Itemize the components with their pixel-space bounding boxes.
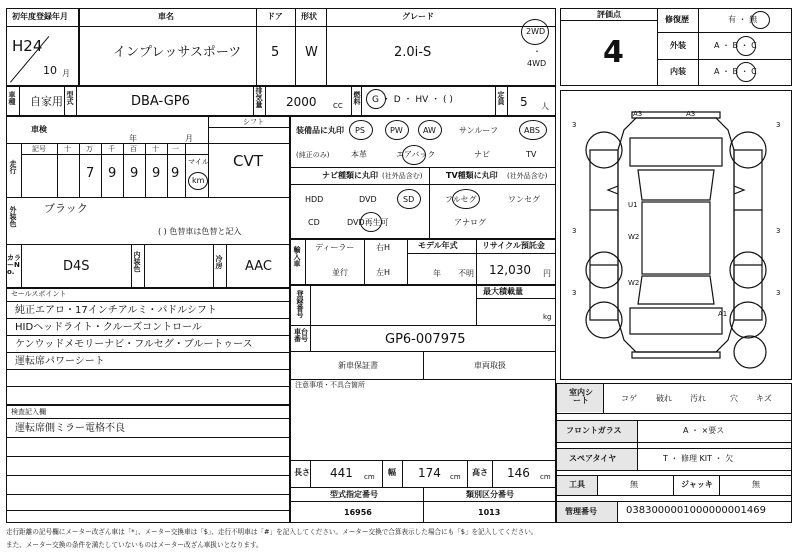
- sales-point-line: ケンウッドメモリーナビ・フルセグ・ブルートゥース: [15, 339, 253, 350]
- inspection-year-unit: 年: [129, 134, 137, 143]
- management-value: 0383000001000000001469: [626, 505, 766, 516]
- recycle-value: 12,030: [489, 263, 531, 277]
- tv-oneseg: ワンセグ: [508, 195, 540, 204]
- sales-point-line: 純正エアロ・17インチアルミ・パドルシフト: [15, 305, 217, 316]
- equipment-pw: PW: [390, 126, 403, 135]
- shape-value: W: [305, 45, 318, 60]
- mileage-col-3: 千: [108, 145, 115, 153]
- inspection-month-unit: 月: [185, 134, 193, 143]
- import-parallel: 並行: [332, 268, 348, 277]
- first-reg-month-unit: 月: [62, 69, 70, 78]
- width-value: 174: [418, 466, 441, 480]
- score-value: 4: [603, 35, 624, 70]
- equipment-airbag: エアバック: [396, 150, 436, 159]
- row2-box: [6, 86, 556, 116]
- equipment-note: (純正のみ): [296, 151, 330, 159]
- mileage-col-5: 十: [152, 145, 159, 153]
- color-no-value: D4S: [63, 259, 90, 274]
- model-year-year: 年: [433, 269, 441, 278]
- diagram-bracket: 3: [776, 289, 781, 297]
- mileage-digit: 9: [171, 166, 180, 181]
- mileage-col-6: 一: [172, 145, 179, 153]
- capacity-value: 5: [520, 95, 528, 109]
- navi-hdd: HDD: [305, 195, 324, 204]
- interior-grade-options: A ・ B ・ C: [714, 67, 757, 76]
- model-label: 型式: [66, 91, 74, 105]
- registration-label: 登録番号: [296, 290, 304, 318]
- equipment-tv: TV: [526, 150, 537, 159]
- color-no-label: カラーNo.: [7, 254, 21, 276]
- car-diagram: [560, 90, 792, 380]
- management-label: 管理番号: [565, 507, 597, 516]
- sales-point-line: 運転席パワーシート: [15, 356, 105, 367]
- mileage-digit: 9: [108, 166, 117, 181]
- max-load-unit: kg: [543, 313, 552, 321]
- tools-label: 工具: [569, 480, 585, 489]
- type-designation-label: 型式指定番号: [330, 490, 378, 499]
- exterior-grade-label: 外装: [670, 41, 686, 50]
- windshield-label: フロントガラス: [566, 426, 622, 435]
- diagram-bracket: 3: [572, 227, 577, 235]
- max-load-label: 最大積載量: [483, 287, 523, 296]
- windshield-options: A ・ ×要ス: [683, 426, 725, 435]
- footer-line-2: また、メーター交換の条件を満たしていないものはメーター改ざん車扱いとなります。: [6, 541, 263, 549]
- ac-label: 冷房: [215, 255, 223, 269]
- first-reg-month: 10: [43, 64, 57, 77]
- capacity-label: 定員: [497, 91, 505, 105]
- model-year-label: モデル年式: [418, 241, 458, 250]
- jack-label: ジャッキ: [681, 480, 713, 489]
- navi-dvd-play: DVD再生可: [347, 218, 389, 227]
- recycle-unit: 円: [543, 269, 551, 278]
- tools-value: 無: [630, 480, 638, 489]
- width-label: 幅: [388, 468, 396, 477]
- diagram-mark: A3: [633, 110, 643, 118]
- drive-4wd: 4WD: [527, 59, 547, 68]
- spare-tire-options: T ・ 修理 KIT ・ 欠: [663, 454, 734, 463]
- shape-label: 形状: [301, 12, 317, 21]
- score-label: 評価点: [597, 10, 621, 19]
- mileage-unit-mile: マイル: [188, 158, 209, 166]
- diagram-bracket: 3: [572, 121, 577, 129]
- handbook-label: 車両取扱: [474, 361, 506, 370]
- exterior-color-label: 外装色: [9, 206, 17, 227]
- navi-sd: SD: [403, 195, 415, 204]
- diagram-mark: A1: [718, 310, 728, 318]
- mileage-col-1: 十: [64, 145, 71, 153]
- jack-value: 無: [752, 480, 760, 489]
- length-value: 441: [330, 466, 353, 480]
- tv-label: TV種類に丸印: [446, 171, 498, 180]
- grade-label: グレード: [402, 12, 434, 21]
- repair-options: 有 ・ 無: [728, 15, 758, 24]
- chassis-label: 車台番号: [294, 328, 308, 343]
- mileage-col-0: 記号: [32, 145, 46, 153]
- drive-dot: ・: [533, 47, 541, 56]
- notes-label: 注意事項・不具合箇所: [295, 381, 365, 389]
- inspection-label: 車検: [31, 125, 47, 134]
- mileage-unit-km: km: [192, 176, 205, 185]
- new-car-warranty-label: 新車保証書: [338, 361, 378, 370]
- diagram-mark: W2: [628, 279, 640, 287]
- navi-dvd: DVD: [359, 195, 377, 204]
- model-year-unknown: 不明: [458, 269, 474, 278]
- color-change-note: ( ) 色替車は色替と記入: [158, 227, 242, 236]
- import-dealer: ディーラー: [315, 243, 355, 252]
- inspector-line: 運転席側ミラー電格不良: [15, 423, 125, 434]
- exterior-color-value: ブラック: [44, 202, 88, 215]
- tv-note: (社外品含む): [507, 172, 548, 180]
- import-left-h: 左H: [376, 268, 391, 277]
- navi-cd: CD: [308, 218, 320, 227]
- sheet-item: 破れ: [656, 394, 672, 403]
- diagram-mark: W2: [628, 233, 640, 241]
- diagram-bracket: 3: [776, 227, 781, 235]
- tv-analog: アナログ: [454, 218, 486, 227]
- fuel-label: 燃料: [353, 91, 361, 105]
- type-designation-value: 16956: [344, 508, 372, 517]
- tv-fullseg: フルセグ: [445, 195, 477, 204]
- repair-label: 修復歴: [665, 15, 689, 24]
- length-label: 長さ: [294, 468, 310, 477]
- car-name-label: 車名: [158, 12, 174, 21]
- door-label: ドア: [267, 12, 283, 21]
- mileage-col-4: 百: [130, 145, 137, 153]
- navi-note: (社外品含む): [382, 172, 423, 180]
- diagram-bracket: 3: [572, 289, 577, 297]
- interior-sheet-label: 室内シート: [569, 388, 593, 405]
- equipment-abs: ABS: [524, 126, 540, 135]
- mileage-col-2: 万: [86, 145, 93, 153]
- inspector-label: 検査記入欄: [11, 408, 46, 416]
- sheet-item: キズ: [756, 394, 772, 403]
- height-unit: cm: [540, 473, 551, 481]
- footer-line-1: 走行距離の記号欄にメーター改ざん車は「*」、メーター交換車は「$」、走行不明車は「#」を記入してください。メーター交換で合算表示した場合にも「$」を記入してください。: [6, 528, 538, 536]
- displacement-label: 排気量: [255, 87, 263, 108]
- equipment-sunroof: サンルーフ: [459, 126, 498, 135]
- height-label: 高さ: [472, 468, 488, 477]
- equipment-label: 装備品に丸印: [296, 126, 344, 135]
- diagram-bracket: 3: [776, 121, 781, 129]
- kind-value: 自家用: [30, 95, 63, 108]
- height-value: 146: [507, 466, 530, 480]
- import-right-h: 右H: [376, 243, 391, 252]
- equipment-aw: AW: [423, 126, 436, 135]
- door-value: 5: [271, 45, 280, 60]
- first-reg-label: 初年度登録年月: [12, 12, 68, 21]
- sheet-item: 汚れ: [690, 394, 706, 403]
- mileage-digit: 9: [152, 166, 161, 181]
- length-unit: cm: [364, 473, 375, 481]
- first-reg-era: H24: [12, 37, 43, 55]
- class-value: 1013: [478, 508, 501, 517]
- sales-point-line: HIDヘッドライト・クルーズコントロール: [15, 322, 202, 333]
- chassis-value: GP6-007975: [385, 332, 466, 347]
- exterior-grade-options: A ・ B ・ C: [714, 41, 757, 50]
- car-name: インプレッサスポーツ: [113, 45, 242, 60]
- displacement-value: 2000: [286, 95, 317, 109]
- sheet-item: コゲ: [621, 394, 637, 403]
- recycle-label: リサイクル預託金: [482, 241, 545, 250]
- diagram-mark: U1: [628, 201, 638, 209]
- interior-color-label: 内装色: [133, 251, 141, 272]
- interior-grade-label: 内装: [670, 67, 686, 76]
- grade-value: 2.0i-S: [394, 45, 432, 60]
- sheet-item: 穴: [730, 394, 738, 403]
- shift-value: CVT: [233, 152, 263, 170]
- equipment-leather: 本革: [351, 150, 367, 159]
- equipment-navi: ナビ: [474, 150, 490, 159]
- mileage-label: 走行: [9, 160, 17, 174]
- sales-points-label: セールスポイント: [11, 290, 67, 298]
- drive-2wd: 2WD: [526, 27, 546, 36]
- spare-tire-label: スペアタイヤ: [569, 454, 617, 463]
- class-label: 類別区分番号: [466, 490, 514, 499]
- width-unit: cm: [450, 473, 461, 481]
- mileage-digit: 7: [86, 166, 95, 181]
- displacement-unit: CC: [333, 102, 343, 110]
- import-label: 輸入車: [293, 246, 301, 267]
- equipment-ps: PS: [355, 126, 365, 135]
- kind-label: 車種: [8, 91, 16, 105]
- mileage-digit: 9: [130, 166, 139, 181]
- shift-label: シフト: [243, 118, 264, 126]
- ac-value: AAC: [245, 259, 272, 274]
- capacity-unit: 人: [541, 102, 549, 111]
- fuel-options: G ・ D ・ HV ・ ( ): [372, 95, 453, 105]
- diagram-mark: A3: [686, 110, 696, 118]
- navi-label: ナビ種類に丸印: [322, 171, 378, 180]
- model-value: DBA-GP6: [131, 94, 190, 109]
